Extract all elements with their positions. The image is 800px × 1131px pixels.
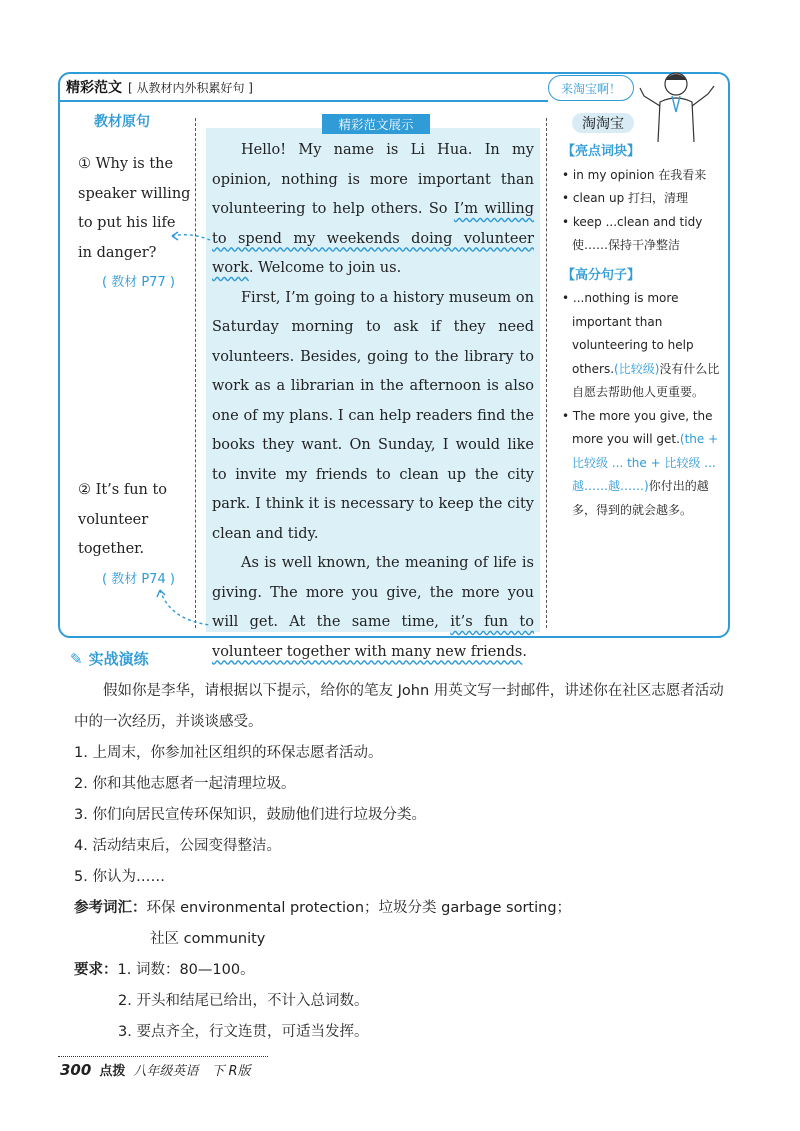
speech-bubble: 来淘宝啊！ (548, 75, 634, 101)
practice-intro: 假如你是李华，请根据以下提示，给你的笔友 John 用英文写一封邮件，讲述你在社区志愿者活动中的一次经历，并谈谈感受。 (74, 683, 724, 730)
taotao-notes (562, 140, 728, 522)
book-title: 八年级英语 下 R版 (133, 1064, 251, 1079)
reference-vocab-cont: 社区 community (150, 931, 266, 947)
key-sentence-text: • ...nothing is more important than volunteering to help others. (562, 291, 694, 376)
essay-heading: 精彩范文展示 (322, 114, 430, 134)
key-sentence-text: • The more you give, the more you will get. (562, 408, 713, 446)
taotao-label: 淘淘宝 (572, 113, 634, 133)
translation: 你付出的越多，得到的就会越多。 (572, 479, 709, 517)
prompt-point: 1. 上周末，你参加社区组织的环保志愿者活动。 (74, 745, 383, 761)
key-sentence-1 (562, 287, 728, 405)
page-number: 300 (60, 1061, 92, 1079)
sentence-number: ① (78, 156, 91, 172)
requirement: 2. 开头和结尾已给出，不计入总词数。 (118, 993, 369, 1009)
sentence-number: ② (78, 482, 91, 498)
highlighted-sentence: I’m willing to spend my weekends doing volunteer work (212, 201, 535, 276)
grammar-note: (the + 比较级 ... the + 比较级 ...越……越……) (572, 432, 719, 493)
sentence-text: It’s fun to volunteer together. (78, 482, 168, 557)
essay-text: . Welcome to join us. (248, 260, 402, 276)
sentence-text: Why is the speaker willing to put his life in danger? (78, 156, 191, 261)
requirement (74, 955, 734, 986)
vocab-item: • clean up 打扫，清理 (562, 191, 689, 205)
brand: 点拨 (99, 1064, 126, 1079)
prompt-point: 5. 你认为…… (74, 869, 165, 885)
prompt-point: 4. 活动结束后，公园变得整洁。 (74, 838, 281, 854)
page-footer (60, 1060, 251, 1079)
key-sentence-2 (562, 405, 728, 523)
essay-paragraph-1 (212, 136, 534, 284)
reference-vocab (74, 893, 734, 924)
requirement-label: 要求： (74, 962, 118, 978)
pen-icon: ✎ (70, 649, 83, 668)
requirement-text: 1. 词数：80—100。 (117, 962, 255, 978)
right-divider (546, 118, 547, 628)
essay-text: As is well known, the meaning of life is giving. The more you give, the more you will get. At the same time, (212, 555, 534, 630)
requirement: 3. 要点齐全，行文连贯，可适当发挥。 (118, 1024, 369, 1040)
vocab-text: 环保 environmental protection；垃圾分类 garbage sorting； (146, 900, 572, 916)
sentence-heading: 【高分句子】 (562, 267, 641, 283)
section-title-text: 精彩范文 (66, 80, 122, 96)
model-essay (212, 136, 534, 667)
section-subtitle: [ 从教材内外积累好句 ] (128, 80, 253, 95)
original-sentence-1 (78, 150, 194, 298)
vocab-heading: 【亮点词块】 (562, 144, 641, 159)
left-divider (195, 118, 196, 628)
vocab-item: • in my opinion 在我看来 (562, 167, 707, 182)
source-ref: ( 教材 P77 ) (102, 275, 175, 290)
vocab-label: 参考词汇： (74, 900, 147, 916)
original-sentence-heading: 教材原句 (94, 114, 150, 130)
prompt-point: 2. 你和其他志愿者一起清理垃圾。 (74, 776, 296, 792)
original-sentence-2 (78, 476, 194, 594)
practice-section (74, 676, 734, 1048)
vocab-item: • keep ...clean and tidy 使……保持干净整洁 (562, 214, 703, 252)
practice-heading-text: 实战演练 (88, 650, 149, 668)
grammar-note: (比较级) (614, 361, 660, 376)
essay-paragraph-2: First, I’m going to a history museum on Saturday morning to ask if they need volunteers. Besides, going to the library to work as a librarian in the afternoon is also one of my plans. I can help readers find the books they want. On Sunday, I would like to invite my friends to clean up the city park. I think it is necessary to keep the city clean and tidy. (212, 289, 534, 542)
essay-text: . (522, 643, 527, 660)
section-title (60, 74, 253, 100)
title-rule (58, 100, 548, 102)
highlighted-sentence: it’s fun to volunteer together with many new friends (212, 614, 534, 660)
translation: 没有什么比自愿去帮助他人更重要。 (572, 361, 720, 399)
essay-text: Hello! My name is Li Hua. In my opinion, nothing is more important than volunteering to help others. So (212, 142, 534, 217)
source-ref: ( 教材 P74 ) (102, 571, 175, 587)
prompt-point: 3. 你们向居民宣传环保知识，鼓励他们进行垃圾分类。 (74, 807, 426, 823)
essay-paragraph-3 (212, 549, 534, 667)
footer-rule (58, 1056, 268, 1057)
practice-heading (70, 648, 149, 669)
